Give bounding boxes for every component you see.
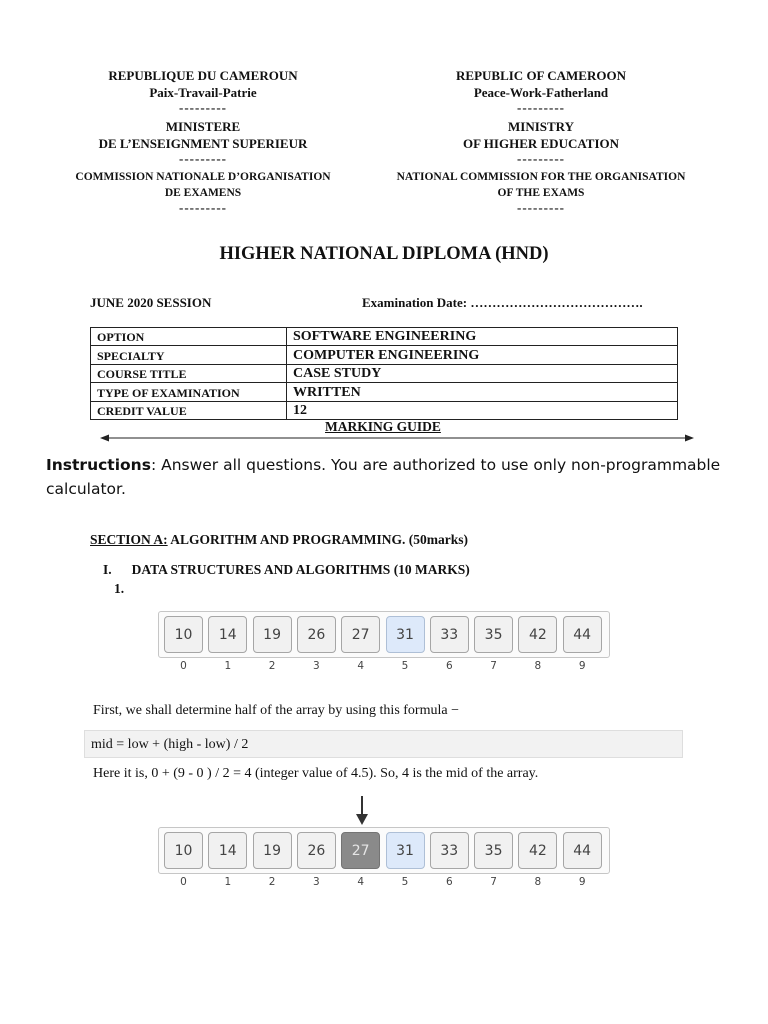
formula-box [84, 730, 683, 758]
question-heading [103, 562, 470, 578]
separator: --------- [179, 151, 227, 166]
info-table-row [91, 364, 678, 382]
array-index: 9 [578, 876, 586, 888]
array-index: 2 [268, 660, 276, 672]
array-cell: 10 [164, 832, 203, 869]
question-number: 1. [114, 581, 125, 596]
array-index: 7 [490, 660, 497, 672]
array-indices-2 [0, 876, 768, 890]
info-value: COMPUTER ENGINEERING [287, 346, 678, 364]
array-cell: 33 [430, 616, 469, 653]
instructions [46, 453, 726, 501]
array-cell: 10 [164, 616, 203, 653]
header-right [376, 68, 706, 215]
separator: --------- [517, 100, 565, 115]
info-label: CREDIT VALUE [91, 401, 287, 419]
info-label: OPTION [91, 328, 287, 346]
array-diagram-1 [158, 611, 610, 658]
instructions-label: Instructions [46, 456, 151, 474]
marking-guide-heading: MARKING GUIDE [325, 419, 441, 434]
array-cell: 31 [386, 832, 425, 869]
array-index: 6 [445, 660, 453, 672]
commission-line-2-fr: DE EXAMENS [164, 186, 242, 199]
array-cell: 33 [430, 832, 469, 869]
array-index: 9 [578, 660, 586, 672]
array-cell: 44 [563, 616, 602, 653]
array-index: 8 [534, 876, 542, 888]
separator: --------- [179, 200, 227, 215]
roman-numeral: I. [103, 562, 112, 577]
array-cell: 14 [208, 832, 247, 869]
ministry-line-1-fr: MINISTERE [165, 119, 241, 134]
array-index: 1 [224, 660, 232, 672]
array-cell: 27 [341, 616, 380, 653]
info-label: SPECIALTY [91, 346, 287, 364]
info-table-row [91, 383, 678, 401]
array-index: 0 [180, 660, 187, 672]
array-index: 0 [180, 876, 187, 888]
motto-fr: Paix-Travail-Patrie [149, 84, 257, 100]
down-arrow-icon [354, 794, 370, 828]
array-index: 5 [401, 660, 409, 672]
array-index: 4 [357, 660, 365, 672]
commission-line-1-fr: COMMISSION NATIONALE D’ORGANISATION [75, 171, 331, 183]
document-title: HIGHER NATIONAL DIPLOMA (HND) [219, 244, 549, 264]
array-index: 8 [534, 660, 542, 672]
commission-line-1-en: NATIONAL COMMISSION FOR THE ORGANISATION [396, 171, 686, 183]
section-a-title: ALGORITHM AND PROGRAMMING. (50marks) [167, 532, 469, 547]
array-index: 3 [313, 660, 320, 672]
session-label: JUNE 2020 SESSION [90, 295, 212, 310]
ministry-line-2-fr: DE L’ENSEIGNMENT SUPERIEUR [98, 135, 308, 151]
separator: --------- [517, 200, 565, 215]
array-cell: 35 [474, 616, 513, 653]
course-info-table [90, 327, 678, 420]
paragraph-half-array: First, we shall determine half of the array by using this formula − [93, 703, 459, 718]
array-indices-1 [0, 660, 768, 674]
array-cell: 19 [253, 616, 292, 653]
info-table-row [91, 346, 678, 364]
info-value: CASE STUDY [287, 364, 678, 382]
array-index: 2 [268, 876, 276, 888]
array-index: 4 [357, 876, 365, 888]
array-cell: 42 [518, 616, 557, 653]
separator: --------- [517, 151, 565, 166]
array-cell: 26 [297, 616, 336, 653]
info-value: 12 [287, 401, 678, 419]
ministry-line-2-en: OF HIGHER EDUCATION [462, 135, 619, 151]
array-cell: 42 [518, 832, 557, 869]
array-cell: 14 [208, 616, 247, 653]
array-index: 5 [401, 876, 409, 888]
info-table-row [91, 328, 678, 346]
info-label: COURSE TITLE [91, 364, 287, 382]
info-table-row [91, 401, 678, 419]
info-value: SOFTWARE ENGINEERING [287, 328, 678, 346]
array-index: 3 [313, 876, 320, 888]
array-index: 1 [224, 876, 232, 888]
array-index: 6 [445, 876, 453, 888]
ministry-line-1-en: MINISTRY [508, 119, 574, 134]
mid-formula: mid = low + (high - low) / 2 [91, 737, 249, 752]
country-name-fr: REPUBLIQUE DU CAMEROUN [108, 68, 298, 83]
commission-line-2-en: OF THE EXAMS [497, 186, 585, 199]
header-left [38, 68, 368, 215]
array-cell: 35 [474, 832, 513, 869]
country-name-en: REPUBLIC OF CAMEROON [456, 68, 626, 83]
array-cell: 26 [297, 832, 336, 869]
info-value: WRITTEN [287, 383, 678, 401]
array-index: 7 [490, 876, 497, 888]
array-cell: 19 [253, 832, 292, 869]
separator: --------- [179, 100, 227, 115]
array-cell: 31 [386, 616, 425, 653]
array-diagram-2 [158, 827, 610, 874]
section-a-prefix: SECTION A: [90, 532, 168, 547]
info-label: TYPE OF EXAMINATION [91, 383, 287, 401]
array-cell: 44 [563, 832, 602, 869]
question-title: DATA STRUCTURES AND ALGORITHMS (10 MARKS) [131, 562, 470, 577]
exam-date-label: Examination Date: …………………………………. [362, 295, 643, 310]
instructions-text: : Answer all questions. You are authorized to use only non-programmable calculator. [46, 456, 721, 498]
array-cell: 27 [341, 832, 380, 869]
section-a-heading [90, 532, 468, 548]
motto-en: Peace-Work-Fatherland [473, 84, 609, 100]
paragraph-mid-explanation: Here it is, 0 + (9 - 0 ) / 2 = 4 (integer value of 4.5). So, 4 is the mid of the array. [93, 766, 539, 781]
